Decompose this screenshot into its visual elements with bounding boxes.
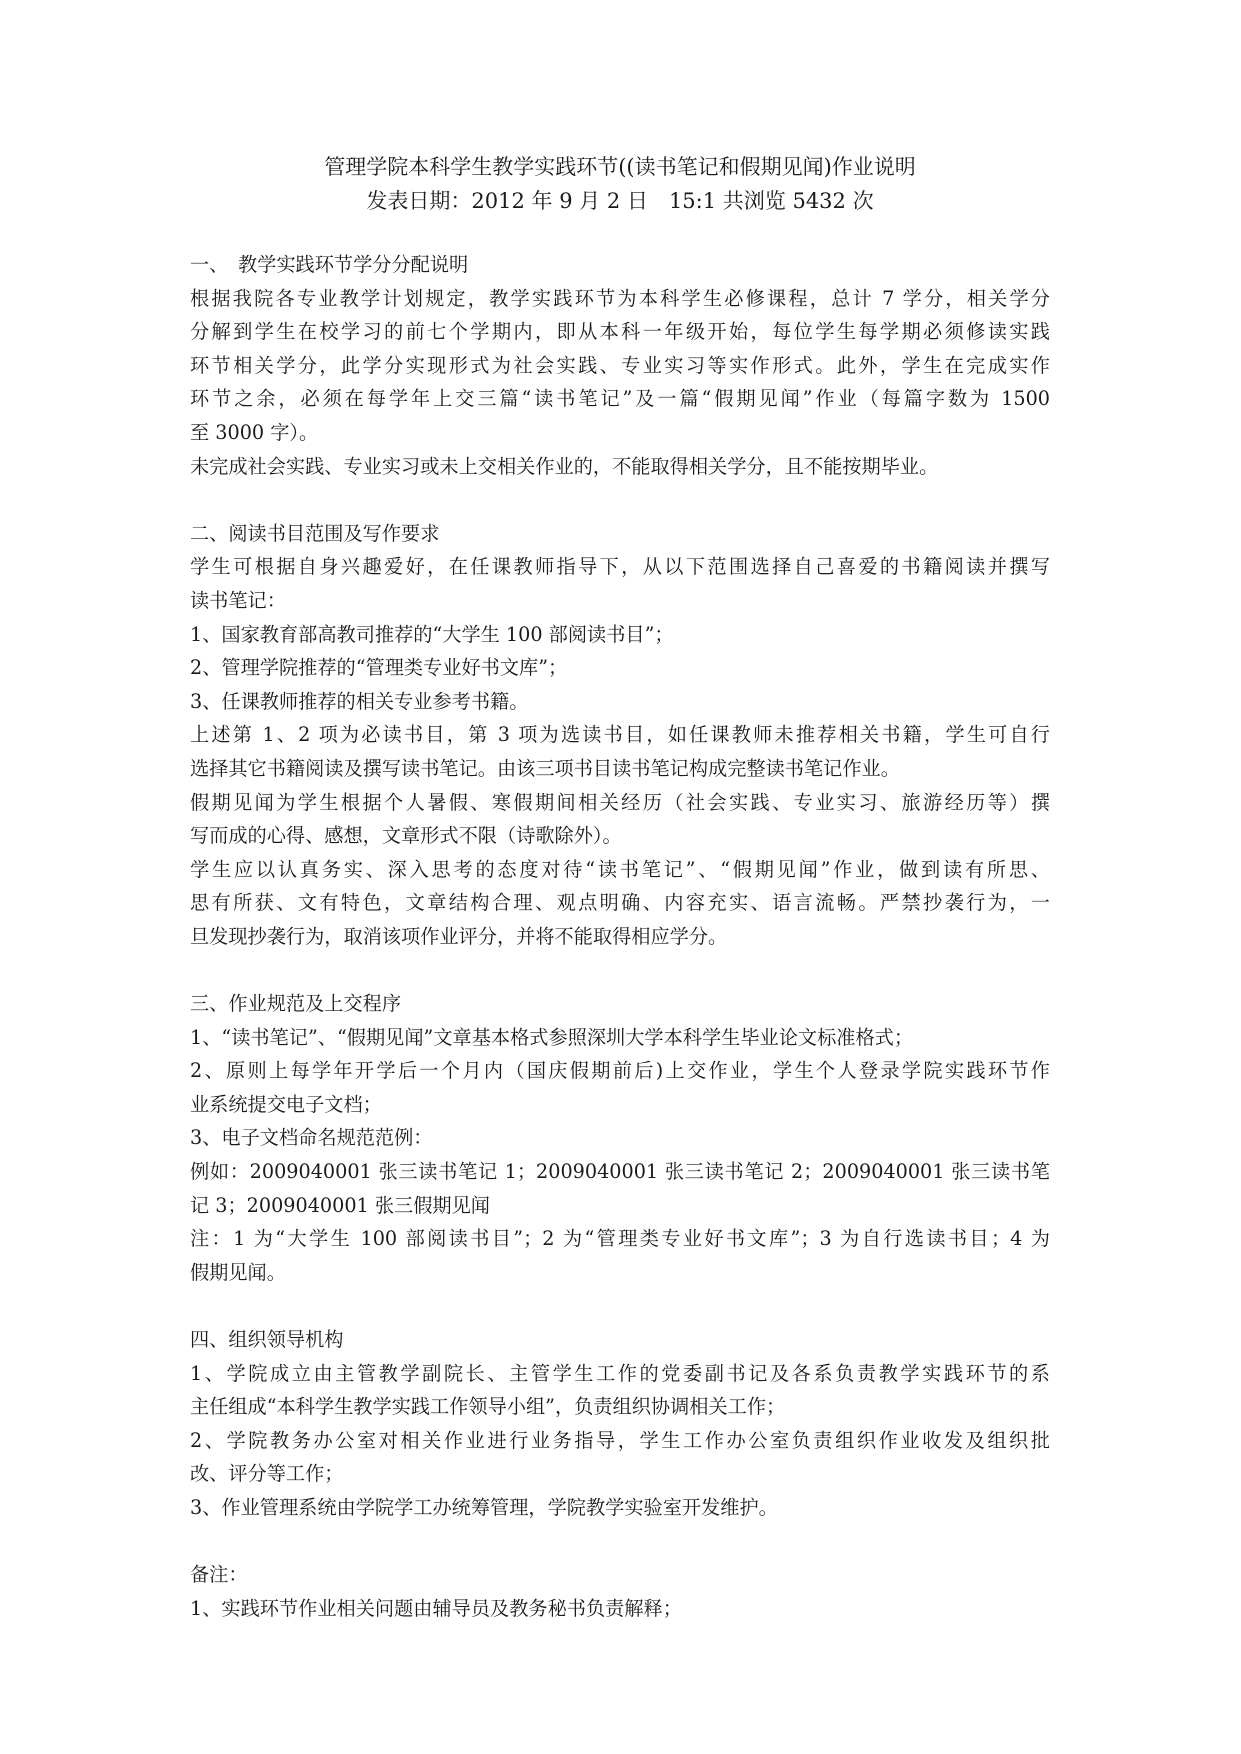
paragraph-spacer [190, 953, 1050, 987]
section-heading: 二、阅读书目范围及写作要求 [190, 521, 440, 545]
list-item: 2、学院教务办公室对相关作业进行业务指导，学生工作办公室负责组织作业收发及组织批 [190, 1428, 1050, 1452]
paragraph-line: 未完成社会实践、专业实习或未上交相关作业的，不能取得相关学分，且不能按期毕业。 [190, 454, 939, 478]
paragraph-line: 读书笔记： [190, 588, 286, 612]
paragraph-line: 记 3；2009040001 张三假期见闻 [190, 1193, 490, 1217]
paragraph-line: 思有所获、文有特色，文章结构合理、观点明确、内容充实、语言流畅。严禁抄袭行为，一 [190, 891, 1050, 915]
paragraph-line: 环节相关学分，此学分实现形式为社会实践、专业实习等实作形式。此外，学生在完成实作 [190, 353, 1050, 377]
paragraph-line: 例如：2009040001 张三读书笔记 1；2009040001 张三读书笔记 2；2009040001 张三读书笔 [190, 1160, 1050, 1184]
document-title: 管理学院本科学生教学实践环节((读书笔记和假期见闻)作业说明 [324, 155, 916, 179]
paragraph-line: 至 3000 字）。 [190, 420, 319, 444]
title-block [190, 150, 1050, 218]
list-item: 2、原则上每学年开学后一个月内（国庆假期前后)上交作业，学生个人登录学院实践环节作 [190, 1059, 1050, 1083]
paragraph-spacer [190, 483, 1050, 517]
list-item: 1、国家教育部高教司推荐的“大学生 100 部阅读书目”； [190, 622, 674, 646]
section-heading: 三、作业规范及上交程序 [190, 992, 402, 1016]
list-item: 2、管理学院推荐的“管理类专业好书文库”； [190, 656, 568, 680]
list-item: 1、学院成立由主管教学副院长、主管学生工作的党委副书记及各系负责教学实践环节的系 [190, 1361, 1050, 1385]
list-item: 1、“读书笔记”、“假期见闻”文章基本格式参照深圳大学本科学生毕业论文标准格式； [190, 1025, 914, 1049]
paragraph-line: 分解到学生在校学习的前七个学期内，即从本科一年级开始，每位学生每学期必须修读实践 [190, 320, 1050, 344]
paragraph-line: 假期见闻。 [190, 1260, 286, 1284]
paragraph-line: 主任组成“本科学生教学实践工作领导小组”，负责组织协调相关工作； [190, 1395, 786, 1419]
paragraph-line: 学生应以认真务实、深入思考的态度对待“读书笔记”、“假期见闻”作业，做到读有所思、 [190, 857, 1050, 881]
paragraph-line: 根据我院各专业教学计划规定，教学实践环节为本科学生必修课程，总计 7 学分，相关学分 [190, 286, 1050, 310]
list-item: 1、实践环节作业相关问题由辅导员及教务秘书负责解释； [190, 1596, 682, 1620]
paragraph-line: 旦发现抄袭行为，取消该项作业评分，并将不能取得相应学分。 [190, 924, 728, 948]
paragraph-line: 假期见闻为学生根据个人暑假、寒假期间相关经历（社会实践、专业实习、旅游经历等）撰 [190, 790, 1050, 814]
list-item: 3、任课教师推荐的相关专业参考书籍。 [190, 689, 529, 713]
section-heading: 一、 教学实践环节学分分配说明 [190, 253, 469, 276]
paragraph-spacer [190, 1289, 1050, 1323]
list-item: 3、作业管理系统由学院学工办统筹管理，学院教学实验室开发维护。 [190, 1495, 778, 1519]
paragraph-line: 业系统提交电子文档； [190, 1092, 382, 1116]
paragraph-spacer [190, 1525, 1050, 1559]
publish-info: 发表日期：2012 年 9 月 2 日 15:1 共浏览 5432 次 [366, 189, 874, 213]
paragraph-line: 改、评分等工作； [190, 1462, 344, 1486]
paragraph-line: 写而成的心得、感想，文章形式不限（诗歌除外）。 [190, 824, 622, 848]
paragraph-line: 选择其它书籍阅读及撰写读书笔记。由该三项书目读书笔记构成完整读书笔记作业。 [190, 756, 900, 780]
document-body [190, 248, 1050, 1625]
paragraph-line: 学生可根据自身兴趣爱好，在任课教师指导下，从以下范围选择自己喜爱的书籍阅读并撰写 [190, 555, 1050, 579]
section-heading: 备注： [190, 1563, 248, 1587]
list-item: 3、电子文档命名规范范例： [190, 1126, 433, 1150]
paragraph-line: 注：1 为“大学生 100 部阅读书目”；2 为“管理类专业好书文库”；3 为自行选读书目；4 为 [190, 1227, 1050, 1251]
paragraph-line: 上述第 1、2 项为必读书目，第 3 项为选读书目，如任课教师未推荐相关书籍，学生可自行 [190, 723, 1050, 747]
paragraph-line: 环节之余，必须在每学年上交三篇“读书笔记”及一篇“假期见闻”作业（每篇字数为 1500 [190, 387, 1050, 411]
section-heading: 四、组织领导机构 [190, 1328, 344, 1351]
